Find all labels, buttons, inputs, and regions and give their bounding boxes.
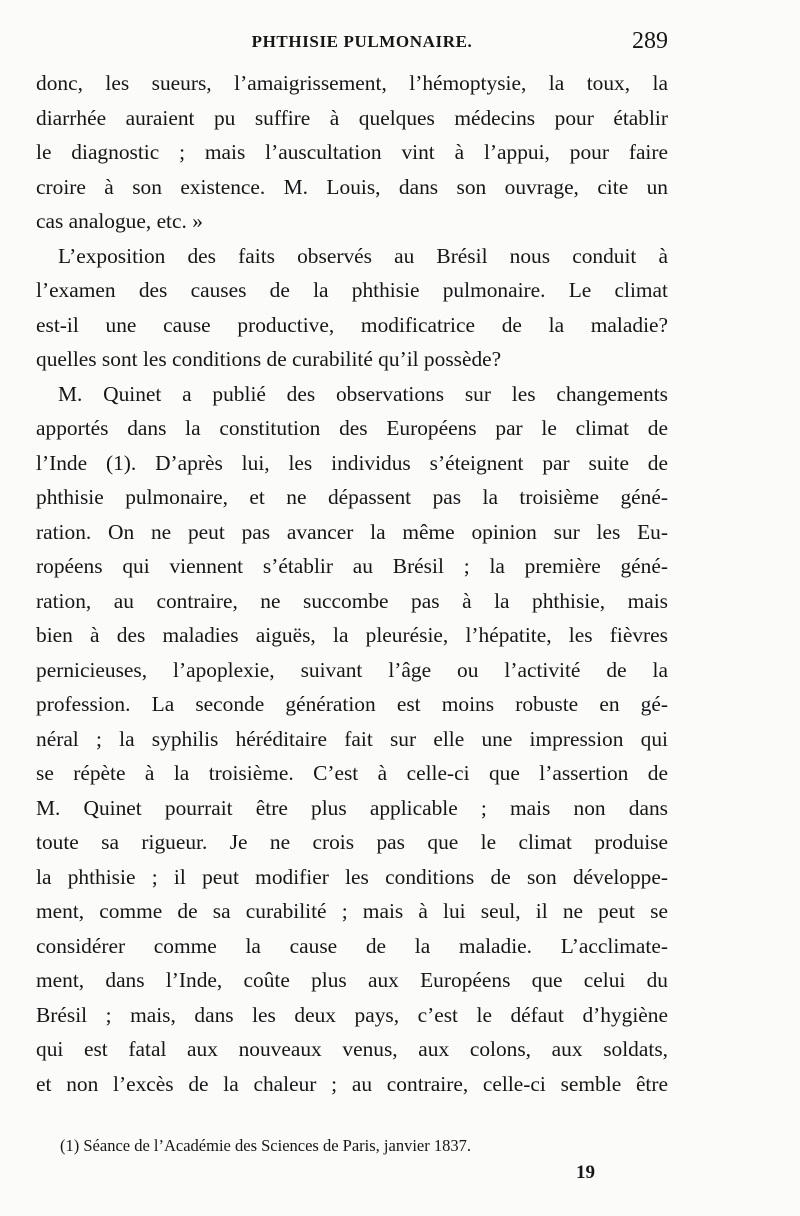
text-line: est-il une cause productive, modificatrice de la maladie? — [36, 312, 668, 337]
text-line: ropéens qui viennent s’établir au Brésil ; la première géné- — [36, 554, 668, 578]
text-line: quelles sont les conditions de curabilité qu’il possède? — [36, 347, 502, 371]
footnote: (1) Séance de l’Académie des Sciences de Paris, janvier 1837. — [60, 1136, 471, 1155]
text-line: l’examen des causes de la phthisie pulmonaire. Le climat — [36, 278, 668, 302]
text-line: profession. La seconde génération est moins robuste en gé- — [36, 692, 668, 716]
text-line: se répète à la troisième. C’est à celle-ci que l’assertion de — [36, 761, 668, 785]
text-line: ration, au contraire, ne succombe pas à la phthisie, mais — [36, 588, 668, 613]
text-line: la phthisie ; il peut modifier les conditions de son développe- — [36, 864, 668, 889]
text-line: croire à son existence. M. Louis, dans son ouvrage, cite un — [36, 174, 668, 199]
text-line: le diagnostic ; mais l’auscultation vint à l’appui, pour faire — [36, 140, 668, 164]
text-line: ment, comme de sa curabilité ; mais à lui seul, il ne peut se — [36, 899, 668, 923]
text-line: toute sa rigueur. Je ne crois pas que le climat produise — [36, 830, 668, 854]
text-line: apportés dans la constitution des Européens par le climat de — [36, 416, 668, 440]
text-line: Brésil ; mais, dans les deux pays, c’est le défaut d’hygiène — [36, 1002, 668, 1027]
body-text — [36, 66, 668, 1101]
text-line: M. Quinet pourrait être plus applicable ; mais non dans — [36, 795, 668, 820]
text-line: néral ; la syphilis héréditaire fait sur elle une impression qui — [36, 726, 668, 751]
text-line: bien à des maladies aiguës, la pleurésie, l’hépatite, les fièvres — [36, 623, 668, 647]
text-line: qui est fatal aux nouveaux venus, aux colons, aux soldats, — [36, 1037, 668, 1061]
text-line: phthisie pulmonaire, et ne dépassent pas la troisième géné- — [36, 485, 668, 509]
page-number: 289 — [632, 28, 668, 54]
text-line: pernicieuses, l’apoplexie, suivant l’âge ou l’activité de la — [36, 657, 668, 682]
text-line: ration. On ne peut pas avancer la même opinion sur les Eu- — [36, 519, 668, 544]
text-line: ment, dans l’Inde, coûte plus aux Européens que celui du — [36, 968, 668, 992]
text-line: considérer comme la cause de la maladie. L’acclimate- — [36, 933, 668, 958]
text-line: l’Inde (1). D’après lui, les individus s’éteignent par suite de — [36, 450, 668, 475]
text-line: et non l’excès de la chaleur ; au contraire, celle-ci semble être — [36, 1071, 668, 1096]
text-line: diarrhée auraient pu suffire à quelques médecins pour établir — [36, 105, 668, 130]
running-title: PHTHISIE PULMONAIRE. — [251, 32, 473, 51]
text-line: cas analogue, etc. » — [36, 209, 203, 233]
text-line: M. Quinet a publié des observations sur les changements — [58, 381, 668, 406]
text-line: L’exposition des faits observés au Brésil nous conduit à — [58, 243, 668, 268]
page-header — [36, 28, 668, 58]
signature-mark: 19 — [576, 1162, 595, 1183]
text-line: donc, les sueurs, l’amaigrissement, l’hémoptysie, la toux, la — [36, 71, 668, 95]
